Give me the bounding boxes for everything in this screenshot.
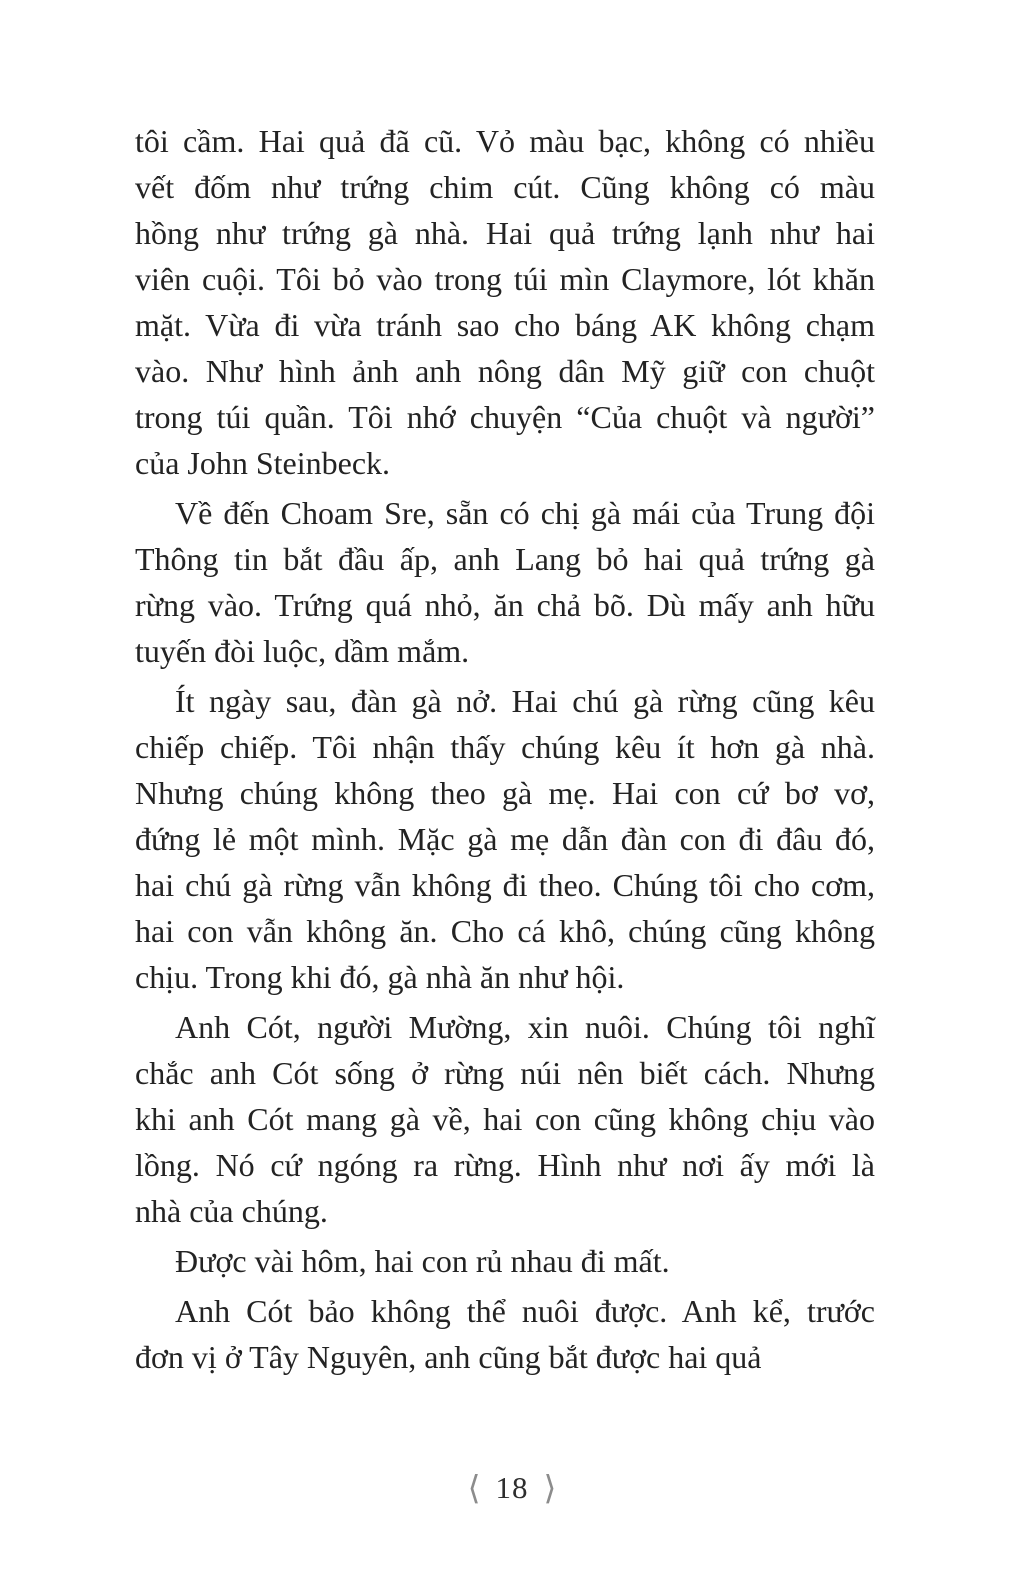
text-line: rừng vào. Trứng quá nhỏ, ăn chả bõ. Dù mấy anh hữu (135, 587, 875, 623)
text-line: mặt. Vừa đi vừa tránh sao cho báng AK không chạm (135, 307, 875, 343)
text-line: Thông tin bắt đầu ấp, anh Lang bỏ hai quả trứng gà (135, 541, 875, 577)
text-line: nhà của chúng. (135, 1193, 328, 1229)
paragraph (135, 1288, 875, 1380)
text-line: của John Steinbeck. (135, 445, 391, 481)
paragraph (135, 490, 875, 674)
text-line: đơn vị ở Tây Nguyên, anh cũng bắt được hai quả (135, 1339, 762, 1375)
paragraph (135, 1004, 875, 1234)
text-line: chịu. Trong khi đó, gà nhà ăn như hội. (135, 959, 625, 995)
paragraph (135, 1238, 875, 1284)
text-line: chắc anh Cót sống ở rừng núi nên biết cách. Nhưng (135, 1055, 875, 1091)
paragraph (135, 678, 875, 1000)
text-line: khi anh Cót mang gà về, hai con cũng không chịu vào (135, 1101, 875, 1137)
page-number: 18 (495, 1470, 529, 1505)
text-line: trong túi quần. Tôi nhớ chuyện “Của chuột và người” (135, 399, 875, 435)
text-line: lồng. Nó cứ ngóng ra rừng. Hình như nơi ấy mới là (135, 1147, 875, 1183)
text-line: Anh Cót bảo không thể nuôi được. Anh kể, trước (175, 1293, 875, 1329)
text-line: Về đến Choam Sre, sẵn có chị gà mái của Trung đội (175, 495, 875, 531)
text-line: viên cuội. Tôi bỏ vào trong túi mìn Claymore, lót khăn (135, 261, 875, 297)
page-footer (0, 1468, 1024, 1508)
text-line: đứng lẻ một mình. Mặc gà mẹ dẫn đàn con đi đâu đó, (135, 821, 875, 857)
text-line: hai chú gà rừng vẫn không đi theo. Chúng tôi cho cơm, (135, 867, 875, 903)
text-line: Nhưng chúng không theo gà mẹ. Hai con cứ bơ vơ, (135, 775, 875, 811)
text-line: Anh Cót, người Mường, xin nuôi. Chúng tôi nghĩ (175, 1009, 875, 1045)
text-line: tuyến đòi luộc, dầm mắm. (135, 633, 470, 669)
text-line: vào. Như hình ảnh anh nông dân Mỹ giữ con chuột (135, 353, 875, 389)
prev-page-bracket-icon: ⟨ (467, 1468, 481, 1507)
text-line: hai con vẫn không ăn. Cho cá khô, chúng cũng không (135, 913, 875, 949)
text-line: tôi cầm. Hai quả đã cũ. Vỏ màu bạc, không có nhiều (135, 123, 875, 159)
text-line: hồng như trứng gà nhà. Hai quả trứng lạnh như hai (135, 215, 875, 251)
text-line: chiếp chiếp. Tôi nhận thấy chúng kêu ít hơn gà nhà. (135, 729, 875, 765)
body-text (135, 118, 875, 1384)
text-line: vết đốm như trứng chim cút. Cũng không có màu (135, 169, 875, 205)
text-line: Ít ngày sau, đàn gà nở. Hai chú gà rừng cũng kêu (175, 683, 875, 719)
next-page-bracket-icon: ⟩ (543, 1468, 557, 1507)
text-line: Được vài hôm, hai con rủ nhau đi mất. (175, 1243, 670, 1279)
paragraph (135, 118, 875, 486)
